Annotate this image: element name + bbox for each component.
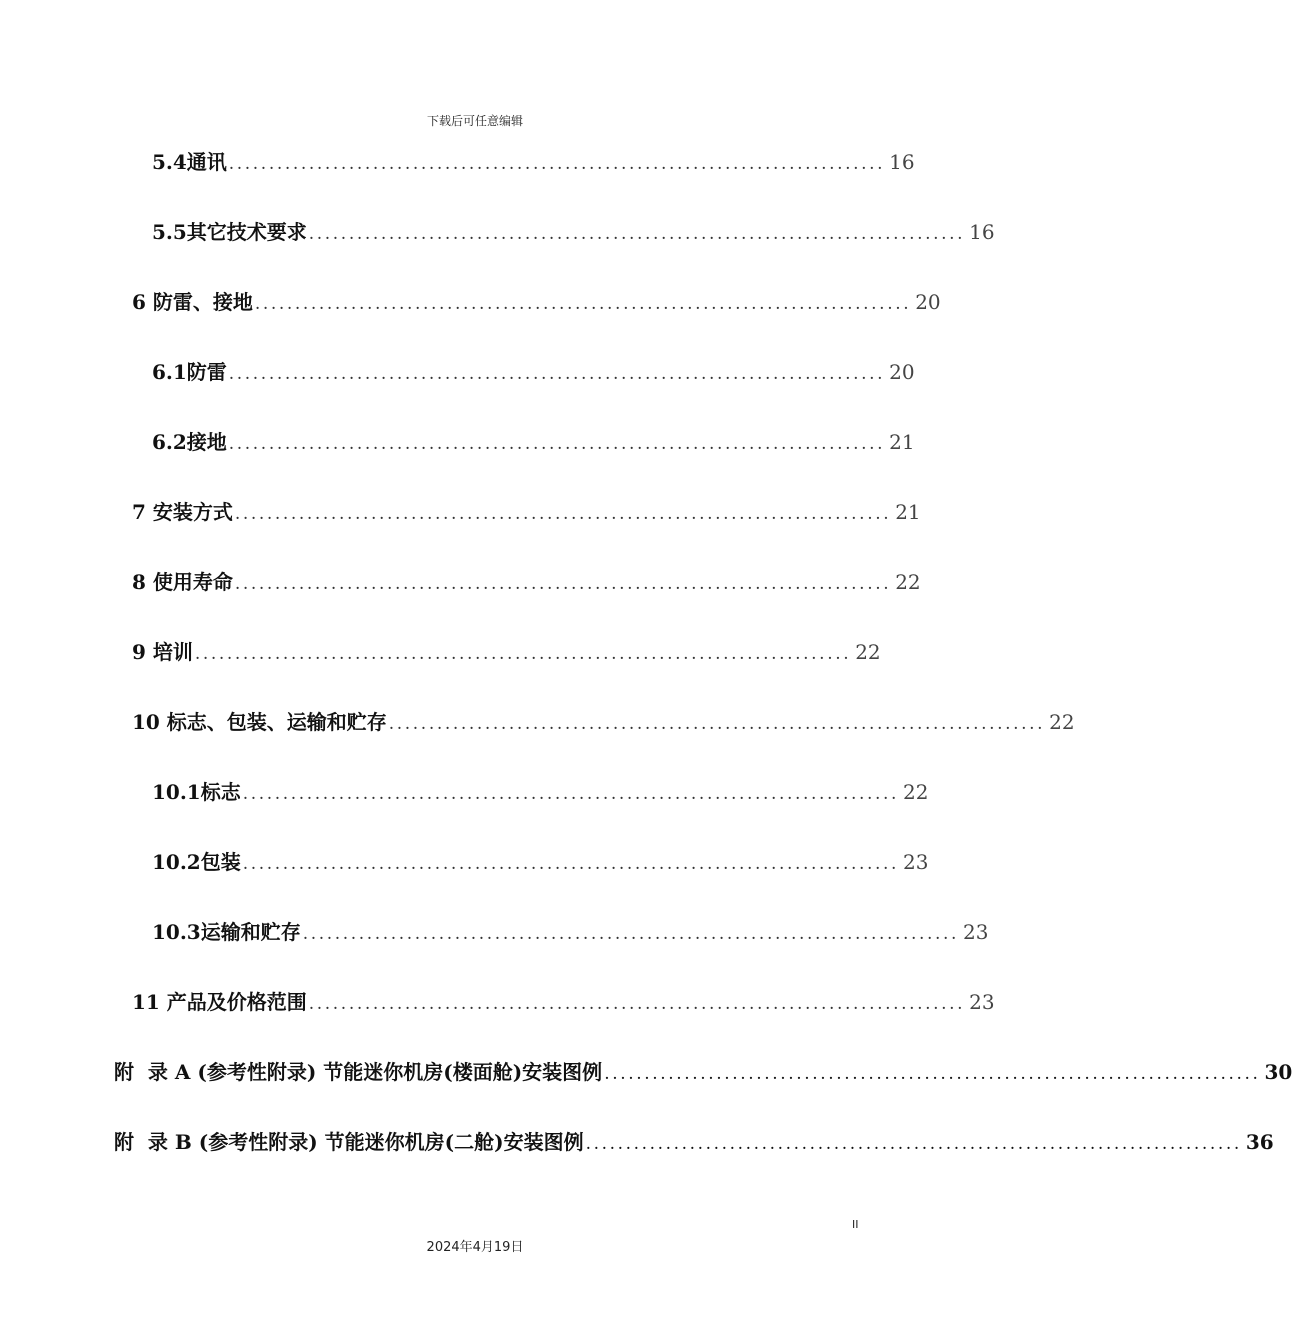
toc-entry-10[interactable] <box>132 706 1075 736</box>
toc-page-number: 21 <box>895 500 921 524</box>
toc-page-number: 22 <box>1049 710 1075 734</box>
page-number: II <box>852 1218 859 1231</box>
toc-entry-11[interactable] <box>132 986 995 1016</box>
toc-leader-dots: .................................................................................. <box>254 294 912 314</box>
toc-entry-label: 10 标志、包装、运输和贮存 <box>132 710 387 734</box>
toc-page-number: 30 <box>1264 1060 1292 1084</box>
toc-entry-label: 9 培训 <box>132 640 193 664</box>
toc-leader-dots: .................................................................................. <box>228 154 886 174</box>
toc-leader-dots: .................................................................................. <box>302 924 960 944</box>
toc-page-number: 16 <box>969 220 995 244</box>
header-note: 下载后可任意编辑 <box>426 114 523 128</box>
toc-entry-appendix-a[interactable] <box>114 1056 1292 1086</box>
toc-entry-label: 5.4通讯 <box>152 150 227 174</box>
toc-entry-10-3[interactable] <box>152 916 989 946</box>
toc-leader-dots: .................................................................................. <box>234 504 892 524</box>
toc-entry-9[interactable] <box>132 636 881 666</box>
footer-date: 2024年4月19日 <box>426 1240 524 1255</box>
toc-leader-dots: .................................................................................. <box>308 994 966 1014</box>
toc-entry-5-4[interactable] <box>152 146 915 176</box>
toc-entry-6[interactable] <box>132 286 941 316</box>
toc-page-number: 23 <box>903 850 929 874</box>
toc-page-number: 22 <box>855 640 881 664</box>
toc-page-number: 20 <box>915 290 941 314</box>
toc-entry-label: 附 录 A (参考性附录) 节能迷你机房(楼面舱)安装图例 <box>114 1060 603 1084</box>
toc-entry-appendix-b[interactable] <box>114 1126 1274 1156</box>
toc-leader-dots: .................................................................................. <box>234 574 892 594</box>
toc-leader-dots: .................................................................................. <box>228 364 886 384</box>
toc-entry-8[interactable] <box>132 566 921 596</box>
toc-entry-5-5[interactable] <box>152 216 995 246</box>
toc-entry-label: 10.1标志 <box>152 780 241 804</box>
toc-leader-dots: .................................................................................. <box>228 434 886 454</box>
toc-page-number: 20 <box>889 360 915 384</box>
toc-leader-dots: .................................................................................. <box>308 224 966 244</box>
toc-leader-dots: .................................................................................. <box>604 1064 1261 1084</box>
toc-entry-label: 5.5其它技术要求 <box>152 220 307 244</box>
toc-entry-label: 6.1防雷 <box>152 360 227 384</box>
toc-entry-6-2[interactable] <box>152 426 915 456</box>
toc-page-number: 23 <box>969 990 995 1014</box>
toc-page-number: 23 <box>963 920 989 944</box>
toc-entry-label: 11 产品及价格范围 <box>132 990 307 1014</box>
toc-entry-label: 6.2接地 <box>152 430 227 454</box>
toc-page-number: 21 <box>889 430 915 454</box>
toc-entry-7[interactable] <box>132 496 921 526</box>
toc-page-number: 22 <box>903 780 929 804</box>
toc-entry-label: 10.3运输和贮存 <box>152 920 301 944</box>
toc-page-number: 36 <box>1245 1130 1274 1154</box>
toc-entry-10-1[interactable] <box>152 776 929 806</box>
toc-leader-dots: .................................................................................. <box>585 1134 1242 1154</box>
toc-entry-label: 6 防雷、接地 <box>132 290 253 314</box>
toc-leader-dots: .................................................................................. <box>242 854 900 874</box>
toc-leader-dots: .................................................................................. <box>242 784 900 804</box>
toc-leader-dots: .................................................................................. <box>388 714 1046 734</box>
toc-entry-6-1[interactable] <box>152 356 915 386</box>
toc-entry-label: 附 录 B (参考性附录) 节能迷你机房(二舱)安装图例 <box>114 1130 584 1154</box>
toc-entry-label: 7 安装方式 <box>132 500 233 524</box>
toc-entry-label: 10.2包装 <box>152 850 241 874</box>
toc-leader-dots: .................................................................................. <box>194 644 852 664</box>
toc-page-number: 22 <box>895 570 921 594</box>
toc-entry-10-2[interactable] <box>152 846 929 876</box>
toc-entry-label: 8 使用寿命 <box>132 570 233 594</box>
toc-page-number: 16 <box>889 150 915 174</box>
